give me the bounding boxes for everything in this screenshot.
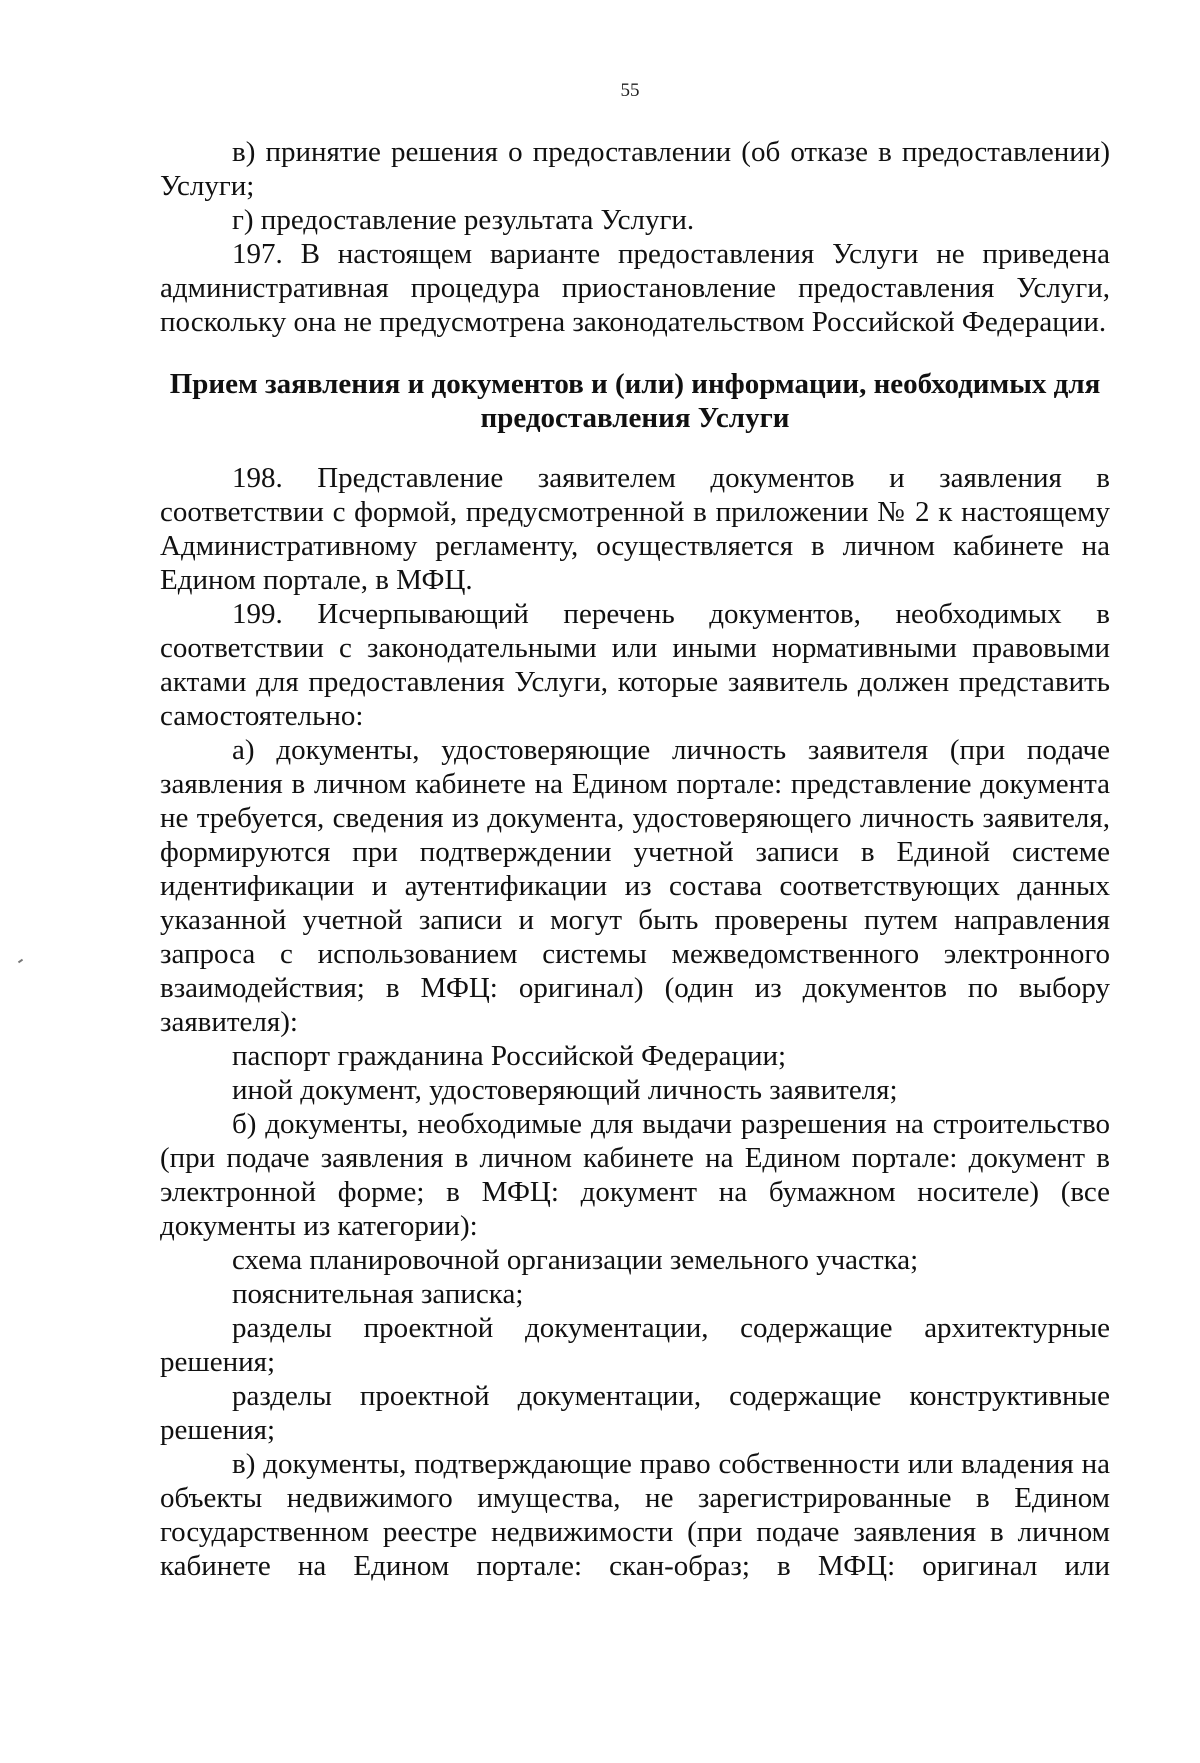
paragraph-v: в) принятие решения о предоставлении (об отказе в предоставлении) Услуги; [160,136,1110,202]
section-heading: Прием заявления и документов и (или) информации, необходимых для предоставления Услуги [169,368,1101,434]
paragraph-198: 198. Представление заявителем документов и заявления в соответствии с формой, предусмотренной в приложении № 2 к настоящему Административному регламенту, осуществляется в личном кабинете на Едином портале, в МФЦ. [160,462,1110,596]
paragraph-v-ownership: в) документы, подтверждающие право собственности или владения на объекты недвижимого имущества, не зарегистрированные в Едином государственном реестре недвижимости (при подаче заявления в личном кабинете на Едином портале: скан-образ; в МФЦ: оригинал или [160,1448,1110,1582]
list-item-explanatory-note: пояснительная записка; [232,1278,524,1310]
list-item-scheme: схема планировочной организации земельного участка; [232,1244,919,1276]
list-item-passport: паспорт гражданина Российской Федерации; [232,1040,787,1072]
paragraph-197: 197. В настоящем варианте предоставления Услуги не приведена административная процедура приостановление предоставления Услуги, поскольку она не предусмотрена законодательством Российской Федерации. [160,238,1110,338]
paragraph-199: 199. Исчерпывающий перечень документов, необходимых в соответствии с законодательными или иными нормативными правовыми актами для предоставления Услуги, которые заявитель должен представить самостоятельно: [160,598,1110,732]
document-body [160,135,1110,1583]
paragraph-a: а) документы, удостоверяющие личность заявителя (при подаче заявления в личном кабинете на Едином портале: представление документа не требуется, сведения из документа, удостоверяющего личность заявителя, формируются при подтверждении учетной записи в Единой системе идентификации и аутентификации из состава соответствующих данных указанной учетной записи и могут быть проверены путем направления запроса с использованием системы межведомственного электронного взаимодействия; в МФЦ: оригинал) (один из документов по выбору заявителя): [160,734,1110,1038]
list-item-architectural: разделы проектной документации, содержащие архитектурные решения; [160,1312,1110,1378]
paragraph-g: г) предоставление результата Услуги. [232,204,695,236]
list-item-structural: разделы проектной документации, содержащие конструктивные решения; [160,1380,1110,1446]
page-number: 55 [620,80,640,101]
paragraph-b: б) документы, необходимые для выдачи разрешения на строительство (при подаче заявления в личном кабинете на Едином портале: документ в электронной форме; в МФЦ: документ на бумажном носителе) (все документы из категории): [160,1108,1110,1242]
scan-mark [18,959,23,964]
list-item-other-id: иной документ, удостоверяющий личность заявителя; [232,1074,898,1106]
